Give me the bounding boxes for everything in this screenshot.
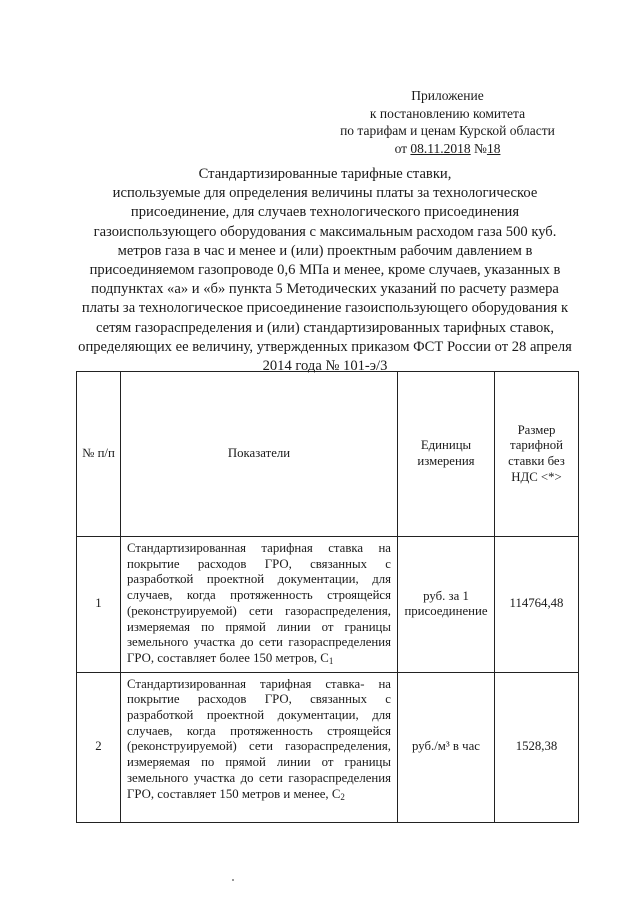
- row-indicator: [121, 672, 398, 822]
- resolution-date: 08.11.2018: [410, 140, 471, 156]
- row-value: 114764,48: [495, 537, 579, 673]
- indicator-subscript: 2: [340, 791, 345, 802]
- table-row: [77, 672, 579, 822]
- row-num: 2: [77, 672, 121, 822]
- header-value: Размер тарифной ставки без НДС <*>: [495, 372, 579, 537]
- row-unit: руб./м³ в час: [398, 672, 495, 822]
- appendix-block: [320, 87, 575, 157]
- document-title: [78, 165, 572, 376]
- resolution-number: 18: [486, 140, 501, 156]
- scan-speck: [232, 879, 234, 881]
- date-prefix: от: [394, 140, 411, 156]
- appendix-line-3: по тарифам и ценам Курской области: [340, 123, 555, 138]
- title-line-1: Стандартизированные тарифные ставки,: [198, 166, 452, 182]
- row-value: 1528,38: [495, 672, 579, 822]
- row-indicator: [121, 537, 398, 673]
- header-num: № п/п: [77, 372, 121, 537]
- row-unit: руб. за 1 присоединение: [398, 537, 495, 673]
- appendix-line-2: к постановлению комитета: [369, 105, 526, 121]
- appendix-line-1: Приложение: [411, 88, 484, 103]
- indicator-text: Стандартизированная тарифная ставка- на покрытие расходов ГРО, связанных с разработкой проектной документации, для случаев, когда протяженность строящейся (реконструируемой) сети газораспределения, измеряемая по прямой линии от границы земельного участка до сети газораспределения ГРО, составляет 150 метров и менее, С: [127, 676, 391, 801]
- table-row: [77, 537, 579, 673]
- table-header-row: [77, 372, 579, 537]
- indicator-text: Стандартизированная тарифная ставка на покрытие расходов ГРО, связанных с разработкой проектной документации, для случаев, когда протяженность строящейся (реконструируемой) сети газораспределения, измеряемая по прямой линии от границы земельного участка до сети газораспределения ГРО, составляет более 150 метров, С: [127, 541, 391, 665]
- indicator-subscript: 1: [328, 655, 334, 666]
- row-num: 1: [77, 537, 121, 673]
- title-body: используемые для определения величины платы за технологическое присоединение, для случаев технологического присоединения газоиспользующего оборудования с максимальным расходом газа 500 куб. метров газа в час и менее и (или) проектным рабочим давлением в присоединяемом газопроводе 0,6 МПа и менее, кроме случаев, указанных в подпунктах «а» и «б» пункта 5 Методических указаний по расчету размера платы за технологическое присоединение газоиспользующего оборудования к сетям газораспределения и (или) стандартизированных тарифных ставок, определяющих ее величину, утвержденных приказом ФСТ России от 28 апреля 2014 года № 101-э/3: [78, 185, 572, 375]
- tariff-table: [76, 371, 579, 823]
- header-indicator: Показатели: [121, 372, 398, 537]
- appendix-date-line: [320, 140, 575, 158]
- header-unit: Единицы измерения: [398, 372, 495, 537]
- number-prefix: №: [470, 140, 487, 156]
